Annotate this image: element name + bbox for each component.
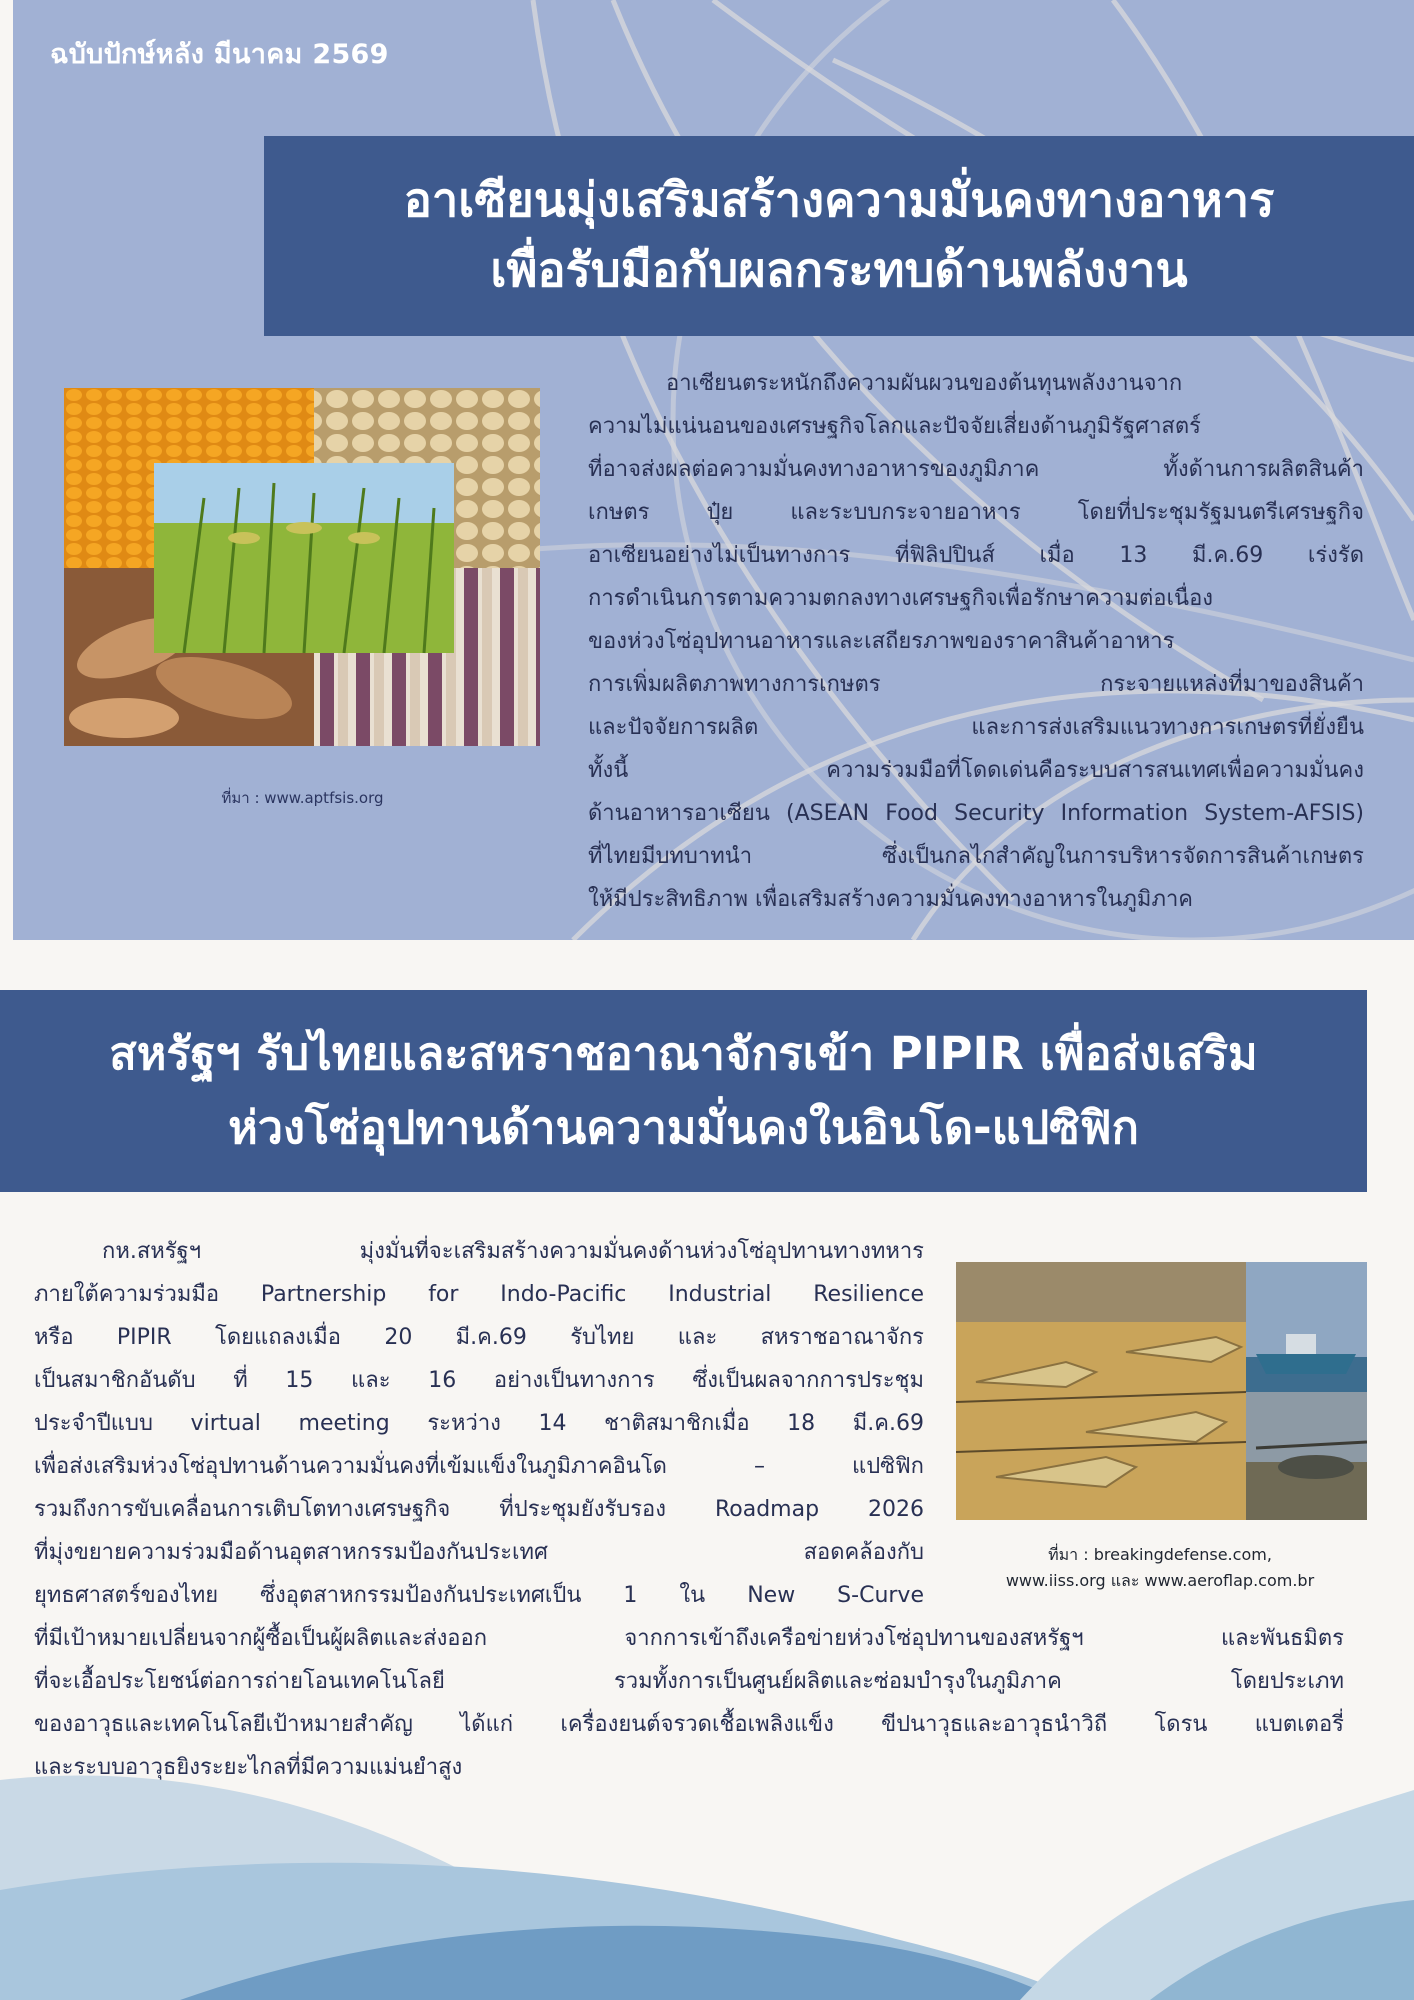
article1-body-line: ที่ไทยมีบทบาทนำ ซึ่งเป็นกลไกสำคัญในการบริหารจัดการสินค้าเกษตร bbox=[588, 844, 1364, 869]
article2-image-caption bbox=[970, 1542, 1350, 1594]
defense-industry-collage-image bbox=[956, 1262, 1367, 1520]
article2-body-line: เพื่อส่งเสริมห่วงโซ่อุปทานด้านความมั่นคงที่เข้มแข็งในภูมิภาคอินโด – แปซิฟิก bbox=[34, 1454, 924, 1479]
article2-body-line: เป็นสมาชิกอันดับ ที่ 15 และ 16 อย่างเป็นทางการ ซึ่งเป็นผลจากการประชุม bbox=[34, 1368, 924, 1393]
crops-collage-image bbox=[64, 388, 540, 746]
article1-body-line: เกษตร ปุ๋ย และระบบกระจายอาหาร โดยที่ประชุมรัฐมนตรีเศรษฐกิจ bbox=[588, 500, 1364, 525]
article1-title bbox=[264, 136, 1414, 336]
article1-body-line: อาเซียนตระหนักถึงความผันผวนของต้นทุนพลังงานจาก bbox=[666, 371, 1183, 396]
article1-body-line: ด้านอาหารอาเซียน (ASEAN Food Security Information System-AFSIS) bbox=[588, 801, 1364, 826]
article2-body-line: กห.สหรัฐฯ มุ่งมั่นที่จะเสริมสร้างความมั่นคงด้านห่วงโซ่อุปทานทางทหาร bbox=[102, 1239, 924, 1264]
article1-body-line: อาเซียนอย่างไม่เป็นทางการ ที่ฟิลิปปินส์ เมื่อ 13 มี.ค.69 เร่งรัด bbox=[588, 543, 1364, 568]
article2-title bbox=[0, 990, 1367, 1192]
article2-body-line: ที่มุ่งขยายความร่วมมือด้านอุตสาหกรรมป้องกันประเทศ สอดคล้องกับ bbox=[34, 1540, 924, 1565]
article1-body-line: ของห่วงโซ่อุปทานอาหารและเสถียรภาพของราคาสินค้าอาหาร bbox=[588, 629, 1175, 654]
article2-body-line: และระบบอาวุธยิงระยะไกลที่มีความแม่นยำสูง bbox=[34, 1755, 463, 1780]
article1-body-line: ที่อาจส่งผลต่อความมั่นคงทางอาหารของภูมิภาค ทั้งด้านการผลิตสินค้า bbox=[588, 457, 1364, 482]
article2-caption-line: ที่มา : breakingdefense.com, bbox=[1048, 1545, 1272, 1564]
article1-body bbox=[588, 362, 1364, 921]
article2-body-line: ที่จะเอื้อประโยชน์ต่อการถ่ายโอนเทคโนโลยี รวมทั้งการเป็นศูนย์ผลิตและซ่อมบำรุงในภูมิภาค โดยประเภท bbox=[34, 1669, 1344, 1694]
article2-title-line: สหรัฐฯ รับไทยและสหราชอาณาจักรเข้า PIPIR เพื่อส่งเสริม bbox=[109, 1027, 1258, 1080]
issue-label: ฉบับปักษ์หลัง มีนาคม 2569 bbox=[50, 39, 389, 70]
article2-caption-line: www.iiss.org และ www.aeroflap.com.br bbox=[1005, 1571, 1315, 1590]
article2-title-line: ห่วงโซ่อุปทานด้านความมั่นคงในอินโด-แปซิฟิก bbox=[228, 1101, 1139, 1154]
article1-body-line: และปัจจัยการผลิต และการส่งเสริมแนวทางการเกษตรที่ยั่งยืน bbox=[588, 715, 1364, 740]
article2-body-line: ประจำปีแบบ virtual meeting ระหว่าง 14 ชาติสมาชิกเมื่อ 18 มี.ค.69 bbox=[34, 1411, 924, 1436]
article1-title-line: เพื่อรับมือกับผลกระทบด้านพลังงาน bbox=[490, 243, 1188, 298]
bottom-wave-decoration bbox=[0, 1740, 1414, 2000]
article1-body-line: การเพิ่มผลิตภาพทางการเกษตร กระจายแหล่งที่มาของสินค้า bbox=[588, 672, 1364, 697]
article2-body-line: ที่มีเป้าหมายเปลี่ยนจากผู้ซื้อเป็นผู้ผลิตและส่งออก จากการเข้าถึงเครือข่ายห่วงโซ่อุปทานของสหรัฐฯ และพันธมิตร bbox=[34, 1626, 1344, 1651]
article2-body-line: รวมถึงการขับเคลื่อนการเติบโตทางเศรษฐกิจ ที่ประชุมยังรับรอง Roadmap 2026 bbox=[34, 1497, 924, 1522]
article2-body-line: หรือ PIPIR โดยแถลงเมื่อ 20 มี.ค.69 รับไทย และ สหราชอาณาจักร bbox=[34, 1325, 924, 1350]
article1-body-line: ให้มีประสิทธิภาพ เพื่อเสริมสร้างความมั่นคงทางอาหารในภูมิภาค bbox=[588, 887, 1194, 912]
article1-photo bbox=[64, 388, 540, 746]
article2-body-line: ของอาวุธและเทคโนโลยีเป้าหมายสำคัญ ได้แก่ เครื่องยนต์จรวดเชื้อเพลิงแข็ง ขีปนาวุธและอาวุธนำวิถี โดรน แบตเตอรี่ bbox=[34, 1712, 1344, 1737]
article1-body-line: ความไม่แน่นอนของเศรษฐกิจโลกและปัจจัยเสี่ยงด้านภูมิรัฐศาสตร์ bbox=[588, 414, 1201, 439]
article1-image-caption: ที่มา : www.aptfsis.org bbox=[221, 789, 384, 807]
article1-body-line: การดำเนินการตามความตกลงทางเศรษฐกิจเพื่อรักษาความต่อเนื่อง bbox=[588, 586, 1214, 611]
article1-title-line: อาเซียนมุ่งเสริมสร้างความมั่นคงทางอาหาร bbox=[403, 173, 1275, 228]
article2-body-line: ยุทธศาสตร์ของไทย ซึ่งอุตสาหกรรมป้องกันประเทศเป็น 1 ใน New S-Curve bbox=[34, 1583, 924, 1608]
article2-photo bbox=[956, 1262, 1367, 1520]
article2-body-line: ภายใต้ความร่วมมือ Partnership for Indo-Pacific Industrial Resilience bbox=[34, 1282, 924, 1307]
article2-body-narrow bbox=[34, 1230, 924, 1617]
article1-body-line: ทั้งนี้ ความร่วมมือที่โดดเด่นคือระบบสารสนเทศเพื่อความมั่นคง bbox=[588, 758, 1364, 783]
